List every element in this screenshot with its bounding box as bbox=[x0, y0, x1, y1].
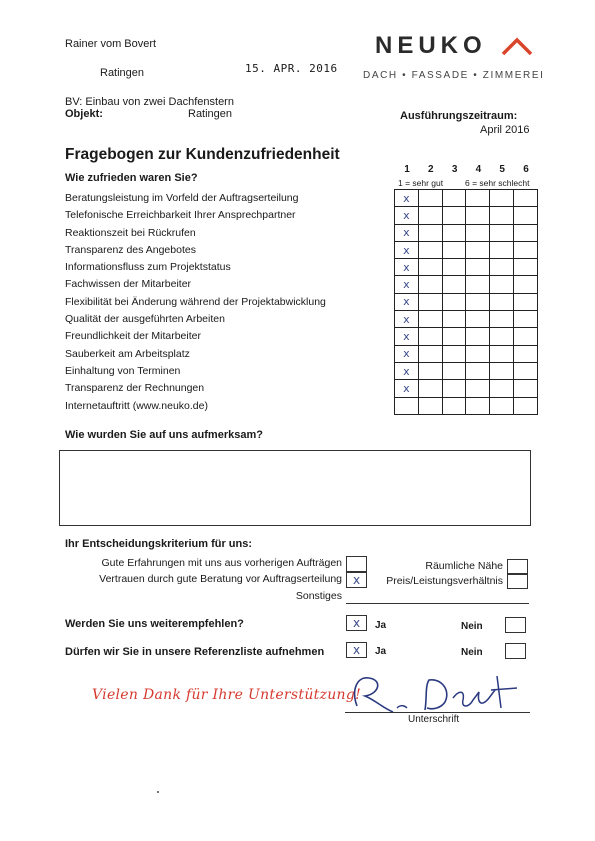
criterion-label: Internetauftritt (www.neuko.de) bbox=[65, 399, 208, 412]
recommend-question: Werden Sie uns weiterempfehlen? bbox=[65, 618, 244, 630]
sender-name: Rainer vom Bovert bbox=[65, 38, 157, 50]
rating-cell[interactable] bbox=[418, 276, 442, 293]
form-title: Fragebogen zur Kundenzufriedenheit bbox=[65, 146, 340, 163]
rating-cell[interactable] bbox=[513, 241, 537, 258]
rating-cell[interactable] bbox=[418, 207, 442, 224]
rating-row bbox=[395, 224, 538, 241]
rating-row bbox=[395, 328, 538, 345]
rating-cell[interactable] bbox=[513, 276, 537, 293]
reference-yes-label: Ja bbox=[375, 646, 387, 657]
rating-cell[interactable]: x bbox=[395, 311, 419, 328]
criterion-question: Ihr Entscheidungskriterium für uns: bbox=[65, 538, 253, 550]
criterion-label: Freundlichkeit der Mitarbeiter bbox=[65, 330, 201, 343]
rating-cell[interactable] bbox=[513, 311, 537, 328]
rating-cell[interactable]: x bbox=[395, 328, 419, 345]
criterion-label: Telefonische Erreichbarkeit Ihrer Ansprechpartner bbox=[65, 209, 296, 222]
execution-period-label: Ausführungszeitraum: bbox=[400, 110, 518, 122]
sender-city: Ratingen bbox=[100, 67, 145, 79]
rating-cell[interactable] bbox=[466, 345, 490, 362]
rating-cell[interactable]: x bbox=[395, 345, 419, 362]
rating-cell[interactable] bbox=[466, 328, 490, 345]
rating-cell[interactable] bbox=[490, 362, 514, 379]
rating-cell[interactable] bbox=[466, 207, 490, 224]
rating-cell[interactable] bbox=[466, 276, 490, 293]
rating-cell[interactable] bbox=[490, 380, 514, 397]
rating-cell[interactable] bbox=[442, 328, 466, 345]
rating-cell[interactable] bbox=[418, 293, 442, 310]
rating-cell[interactable] bbox=[490, 207, 514, 224]
criterion-label: Qualität der ausgeführten Arbeiten bbox=[65, 313, 225, 326]
criterion-label: Transparenz des Angebotes bbox=[65, 243, 196, 256]
satisfaction-question: Wie zufrieden waren Sie? bbox=[65, 172, 198, 184]
criterion-label: Einhaltung von Terminen bbox=[65, 364, 181, 377]
option-experience-label: Gute Erfahrungen mit uns aus vorherigen Aufträgen bbox=[101, 557, 342, 569]
rating-cell[interactable] bbox=[418, 241, 442, 258]
rating-cell[interactable] bbox=[513, 224, 537, 241]
rating-row bbox=[395, 311, 538, 328]
rating-cell[interactable] bbox=[442, 380, 466, 397]
option-trust-checkbox[interactable]: x bbox=[346, 572, 367, 588]
rating-cell[interactable] bbox=[466, 397, 490, 414]
rating-row bbox=[395, 293, 538, 310]
rating-cell[interactable] bbox=[418, 397, 442, 414]
rating-cell[interactable] bbox=[442, 224, 466, 241]
rating-cell[interactable]: x bbox=[395, 259, 419, 276]
rating-cell[interactable] bbox=[513, 293, 537, 310]
rating-cell[interactable] bbox=[442, 259, 466, 276]
scale-number: 2 bbox=[428, 164, 434, 175]
project-bv: BV: Einbau von zwei Dachfenstern bbox=[65, 96, 234, 108]
reference-no-checkbox[interactable] bbox=[505, 643, 526, 659]
criterion-label: Informationsfluss zum Projektstatus bbox=[65, 261, 231, 274]
reference-no-label: Nein bbox=[461, 647, 483, 658]
criterion-label: Fachwissen der Mitarbeiter bbox=[65, 278, 192, 291]
rating-cell[interactable] bbox=[513, 190, 537, 207]
execution-period-value: April 2016 bbox=[480, 124, 530, 136]
rating-cell[interactable] bbox=[513, 259, 537, 276]
rating-cell[interactable] bbox=[490, 241, 514, 258]
criterion-label: Sauberkeit am Arbeitsplatz bbox=[65, 347, 190, 360]
rating-cell[interactable]: x bbox=[395, 241, 419, 258]
rating-cell[interactable] bbox=[466, 190, 490, 207]
rating-row bbox=[395, 397, 538, 414]
rating-row bbox=[395, 190, 538, 207]
rating-cell[interactable] bbox=[490, 190, 514, 207]
rating-cell[interactable] bbox=[418, 311, 442, 328]
rating-cell[interactable] bbox=[466, 259, 490, 276]
scale-number: 6 bbox=[523, 164, 529, 175]
rating-row bbox=[395, 276, 538, 293]
rating-scale-header bbox=[396, 164, 536, 178]
rating-cell[interactable] bbox=[490, 276, 514, 293]
rating-cell[interactable] bbox=[418, 362, 442, 379]
rating-cell[interactable] bbox=[466, 311, 490, 328]
rating-row bbox=[395, 241, 538, 258]
rating-cell[interactable]: x bbox=[395, 380, 419, 397]
rating-cell[interactable] bbox=[490, 259, 514, 276]
rating-cell[interactable] bbox=[442, 311, 466, 328]
criterion-label: Beratungsleistung im Vorfeld der Auftragserteilung bbox=[65, 192, 299, 204]
rating-cell[interactable] bbox=[418, 380, 442, 397]
reference-question: Dürfen wir Sie in unsere Referenzliste aufnehmen bbox=[65, 646, 325, 658]
rating-cell[interactable] bbox=[442, 190, 466, 207]
recommend-no-label: Nein bbox=[461, 621, 483, 632]
criterion-label: Flexibilität bei Änderung während der Projektabwicklung bbox=[65, 295, 326, 308]
logo-roof-icon bbox=[500, 36, 534, 56]
rating-cell[interactable]: x bbox=[395, 276, 419, 293]
rating-cell[interactable] bbox=[442, 362, 466, 379]
option-proximity-label: Räumliche Nähe bbox=[425, 560, 503, 572]
rating-cell[interactable] bbox=[513, 362, 537, 379]
rating-cell[interactable]: x bbox=[395, 190, 419, 207]
rating-cell[interactable]: x bbox=[395, 207, 419, 224]
rating-cell[interactable] bbox=[442, 276, 466, 293]
scale-number: 1 bbox=[404, 164, 410, 175]
company-logo: NEUKO bbox=[375, 32, 487, 59]
rating-cell[interactable] bbox=[466, 362, 490, 379]
rating-cell[interactable] bbox=[490, 293, 514, 310]
rating-cell[interactable] bbox=[442, 293, 466, 310]
recommend-no-checkbox[interactable] bbox=[505, 617, 526, 633]
option-experience-checkbox[interactable] bbox=[346, 556, 367, 572]
option-other-line[interactable] bbox=[346, 603, 529, 604]
scale-number: 4 bbox=[475, 164, 482, 175]
scale-number: 5 bbox=[499, 164, 505, 175]
option-other-label: Sonstiges bbox=[295, 590, 342, 602]
rating-row bbox=[395, 345, 538, 362]
criterion-label: Transparenz der Rechnungen bbox=[65, 382, 205, 395]
rating-cell[interactable] bbox=[418, 345, 442, 362]
object-label: Objekt: bbox=[65, 108, 103, 120]
option-trust-label: Vertrauen durch gute Beratung vor Auftragserteilung bbox=[99, 573, 342, 585]
recommend-yes-label: Ja bbox=[375, 620, 387, 631]
rating-cell[interactable] bbox=[442, 241, 466, 258]
rating-cell[interactable] bbox=[418, 190, 442, 207]
object-city: Ratingen bbox=[188, 108, 233, 120]
rating-cell[interactable] bbox=[490, 311, 514, 328]
company-tagline: DACH • FASSADE • ZIMMEREI bbox=[363, 70, 545, 81]
rating-cell[interactable] bbox=[418, 259, 442, 276]
rating-cell[interactable]: x bbox=[395, 293, 419, 310]
rating-cell[interactable]: x bbox=[395, 362, 419, 379]
signature-line bbox=[345, 712, 530, 713]
rating-cell[interactable] bbox=[490, 224, 514, 241]
rating-cell[interactable] bbox=[466, 380, 490, 397]
rating-row bbox=[395, 207, 538, 224]
rating-cell[interactable] bbox=[513, 207, 537, 224]
source-answer-box[interactable] bbox=[59, 450, 531, 526]
scale-legend-good: 1 = sehr gut bbox=[398, 178, 444, 188]
rating-row bbox=[395, 362, 538, 379]
rating-cell[interactable] bbox=[442, 207, 466, 224]
rating-cell[interactable] bbox=[442, 397, 466, 414]
rating-row bbox=[395, 259, 538, 276]
rating-cell[interactable] bbox=[466, 224, 490, 241]
rating-cell[interactable] bbox=[442, 345, 466, 362]
rating-cell[interactable] bbox=[418, 224, 442, 241]
rating-cell[interactable] bbox=[395, 397, 419, 414]
received-stamp: 15. APR. 2016 bbox=[245, 62, 338, 75]
criteria-list bbox=[65, 190, 385, 415]
rating-cell[interactable] bbox=[513, 380, 537, 397]
rating-grid bbox=[394, 189, 538, 415]
rating-cell[interactable]: x bbox=[395, 224, 419, 241]
rating-cell[interactable] bbox=[513, 345, 537, 362]
option-price-checkbox[interactable] bbox=[507, 573, 528, 589]
rating-cell[interactable] bbox=[466, 293, 490, 310]
handwritten-signature bbox=[345, 668, 535, 718]
source-question: Wie wurden Sie auf uns aufmerksam? bbox=[65, 429, 263, 441]
scale-number: 3 bbox=[451, 164, 458, 175]
option-price-label: Preis/Leistungsverhältnis bbox=[386, 575, 503, 587]
reference-yes-checkbox[interactable]: x bbox=[346, 642, 367, 658]
scale-legend-bad: 6 = sehr schlecht bbox=[465, 178, 530, 188]
rating-cell[interactable] bbox=[466, 241, 490, 258]
rating-cell[interactable] bbox=[513, 397, 537, 414]
rating-cell[interactable] bbox=[418, 328, 442, 345]
rating-row bbox=[395, 380, 538, 397]
rating-cell[interactable] bbox=[490, 397, 514, 414]
rating-cell[interactable] bbox=[513, 328, 537, 345]
rating-cell[interactable] bbox=[490, 345, 514, 362]
recommend-yes-checkbox[interactable]: x bbox=[346, 615, 367, 631]
criterion-label: Reaktionszeit bei Rückrufen bbox=[65, 226, 196, 239]
rating-cell[interactable] bbox=[490, 328, 514, 345]
scan-speck bbox=[157, 791, 159, 793]
thanks-note: Vielen Dank für Ihre Unterstützung! bbox=[92, 687, 362, 703]
signature-label: Unterschrift bbox=[408, 714, 460, 725]
